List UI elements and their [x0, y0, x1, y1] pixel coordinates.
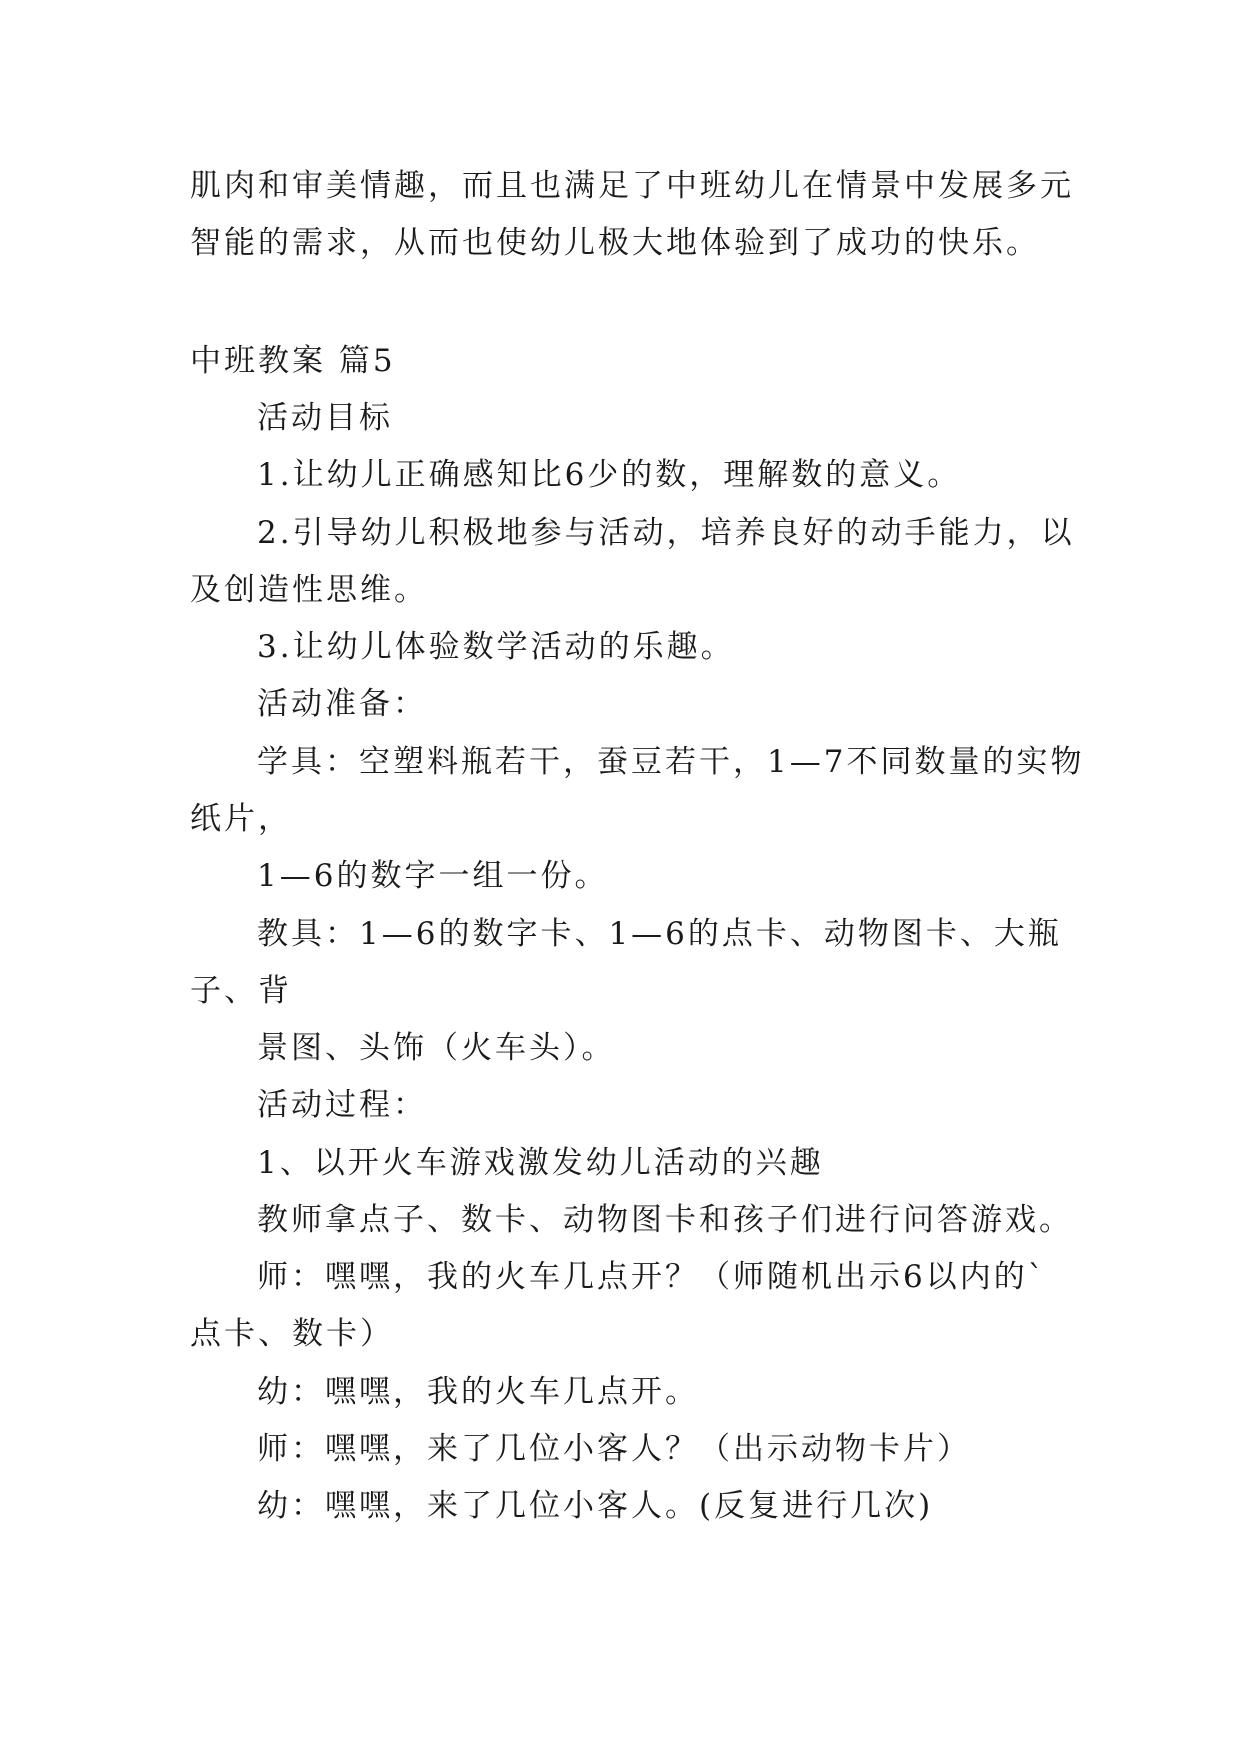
process-paragraph-1: 教师拿点子、数卡、动物图卡和孩子们进行问答游戏。	[257, 1202, 1073, 1238]
goal-item-2-line-1: 2.引导幼儿积极地参与活动，培养良好的动手能力，以	[257, 515, 1075, 551]
goal-item-2-line-2: 及创造性思维。	[190, 572, 428, 608]
process-step-1: 1、以开火车游戏激发幼儿活动的兴趣	[257, 1145, 824, 1181]
intro-line-2: 智能的需求，从而也使幼儿极大地体验到了成功的快乐。	[190, 225, 1040, 261]
process-paragraph-2-line-2: 点卡、数卡）	[190, 1316, 394, 1352]
goal-item-3: 3.让幼儿体验数学活动的乐趣。	[257, 629, 735, 665]
process-paragraph-2-line-1: 师：嘿嘿，我的火车几点开？（师随机出示6以内的`	[257, 1259, 1047, 1295]
student-materials-line-3: 1—6的数字一组一份。	[257, 858, 609, 894]
intro-line-1: 肌肉和审美情趣，而且也满足了中班幼儿在情景中发展多元	[190, 168, 1074, 204]
goal-item-1: 1.让幼儿正确感知比6少的数，理解数的意义。	[257, 457, 962, 493]
teacher-materials-line-3: 景图、头饰（火车头）。	[257, 1030, 616, 1066]
student-materials-line-1: 学具：空塑料瓶若干，蚕豆若干，1—7不同数量的实物	[257, 744, 1085, 780]
process-paragraph-5: 幼：嘿嘿，来了几位小客人。(反复进行几次)	[257, 1488, 934, 1524]
teacher-materials-line-2: 子、背	[190, 973, 292, 1009]
goals-heading: 活动目标	[257, 400, 393, 436]
preparation-heading: 活动准备：	[257, 686, 427, 722]
process-paragraph-4: 师：嘿嘿，来了几位小客人？（出示动物卡片）	[257, 1431, 971, 1467]
student-materials-line-2: 纸片，	[190, 801, 292, 837]
process-paragraph-3: 幼：嘿嘿，我的火车几点开。	[257, 1374, 699, 1410]
section-title: 中班教案 篇5	[190, 343, 396, 379]
teacher-materials-line-1: 教具：1—6的数字卡、1—6的点卡、动物图卡、大瓶	[257, 916, 1062, 952]
process-heading: 活动过程：	[257, 1087, 427, 1123]
